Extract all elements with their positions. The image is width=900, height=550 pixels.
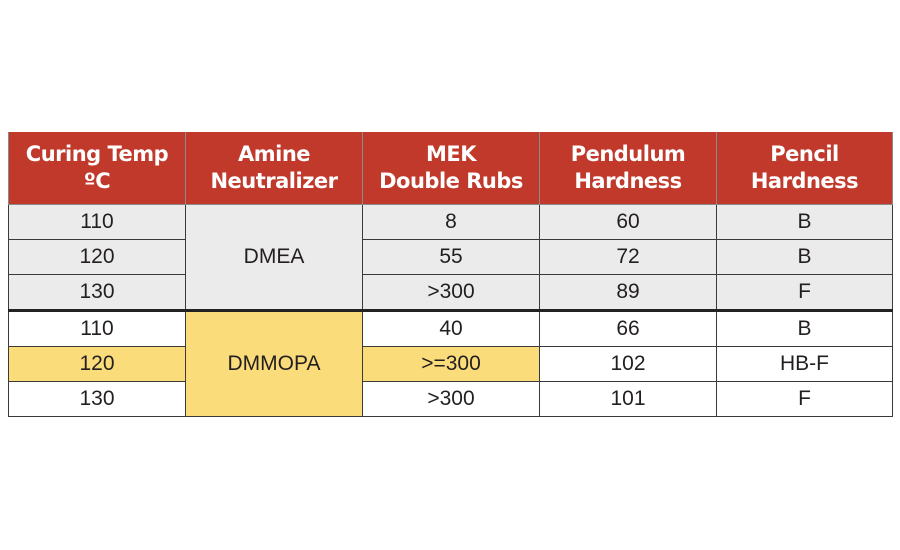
cell-pendulum: 102: [540, 347, 717, 382]
cell-mek-highlighted: >=300: [363, 347, 540, 382]
results-table-container: [8, 132, 892, 417]
cell-pencil: HB-F: [717, 347, 893, 382]
cell-pencil: B: [717, 205, 893, 240]
table-row-highlighted: [9, 347, 893, 382]
header-text: ºC: [83, 169, 111, 193]
cell-pendulum: 60: [540, 205, 717, 240]
header-text: Curing Temp: [25, 142, 169, 166]
header-text: Double Rubs: [379, 169, 523, 193]
header-text: Pendulum: [570, 142, 686, 166]
table-row: [9, 311, 893, 347]
header-curing-temp: [9, 132, 186, 205]
header-amine-neutralizer: [186, 132, 363, 205]
cell-temp: 110: [9, 205, 186, 240]
cell-pendulum: 89: [540, 275, 717, 311]
cell-temp: 130: [9, 275, 186, 311]
table-row: [9, 382, 893, 417]
cell-temp-highlighted: 120: [9, 347, 186, 382]
cell-mek: 40: [363, 311, 540, 347]
header-pencil-hardness: [717, 132, 893, 205]
cell-mek: 8: [363, 205, 540, 240]
cell-pencil: B: [717, 311, 893, 347]
cell-pencil: B: [717, 240, 893, 275]
cell-mek: >300: [363, 275, 540, 311]
table-row: [9, 205, 893, 240]
cell-pencil: F: [717, 275, 893, 311]
cell-pendulum: 72: [540, 240, 717, 275]
header-text: Hardness: [750, 169, 859, 193]
cell-temp: 120: [9, 240, 186, 275]
header-row: [9, 132, 893, 205]
cell-mek: 55: [363, 240, 540, 275]
table-row: [9, 275, 893, 311]
header-text: Hardness: [574, 169, 682, 193]
cell-neutralizer: DMEA: [186, 205, 363, 311]
header-text: MEK: [425, 142, 476, 166]
cell-pendulum: 101: [540, 382, 717, 417]
header-text: Pencil: [770, 142, 839, 166]
cell-neutralizer-highlighted: DMMOPA: [186, 311, 363, 417]
table-row: [9, 240, 893, 275]
curing-results-table: [8, 132, 893, 417]
cell-temp: 130: [9, 382, 186, 417]
header-text: Amine: [237, 142, 311, 166]
cell-pendulum: 66: [540, 311, 717, 347]
header-text: Neutralizer: [210, 169, 338, 193]
header-mek-double-rubs: [363, 132, 540, 205]
header-pendulum-hardness: [540, 132, 717, 205]
cell-temp: 110: [9, 311, 186, 347]
cell-mek: >300: [363, 382, 540, 417]
cell-pencil: F: [717, 382, 893, 417]
